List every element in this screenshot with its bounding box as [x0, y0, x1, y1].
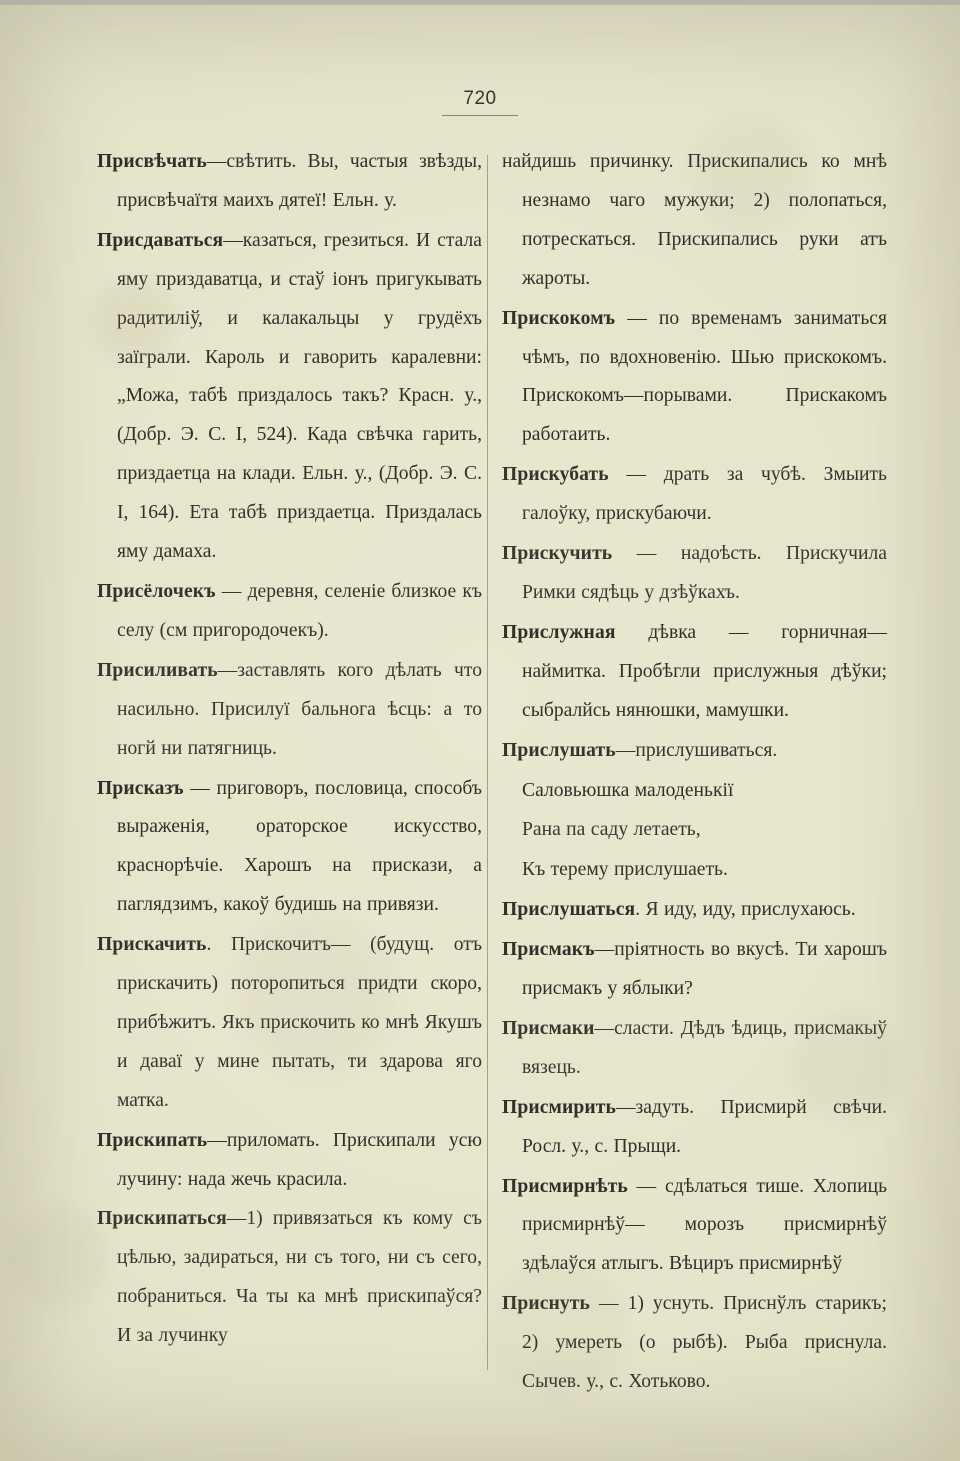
entry-headword: Присёлочекъ — [97, 580, 216, 602]
entry-definition: Саловьюшка малоденькії — [522, 779, 734, 801]
dictionary-entry — [97, 770, 482, 926]
entry-definition: — надоѣсть. Прискучила Римки сядѣць у дзѣўкахъ. — [522, 543, 887, 603]
dictionary-entry — [502, 1285, 887, 1402]
dictionary-entry — [502, 1168, 887, 1285]
entry-definition: . Прискочитъ— (будущ. отъ прискачить) поторопиться придти скоро, прибѣжитъ. Якъ прискочить ко мнѣ Якушъ и даваї у мине пытать, ти здарова яго матка. — [117, 934, 482, 1111]
entry-definition: дѣвка — горничная—наймитка. Пробѣгли прислужныя дѣўки; сыбралйсь нянюшки, мамушки. — [522, 621, 887, 721]
dictionary-entry — [502, 891, 887, 930]
dictionary-entry — [502, 732, 887, 771]
entry-definition: найдишь причинку. Прискипались ко мнѣ незнамо чаго мужуки; 2) полопаться, потрескаться. Прискипались руки атъ жароты. — [502, 151, 887, 289]
entry-definition: —приломать. Прискипали усю лучину: нада жечь красила. — [117, 1129, 482, 1190]
dictionary-entry — [502, 535, 887, 613]
entry-definition: —свѣтить. Вы, частыя звѣзды, присвѣчаїтя маихъ дятеї! Ельн. у. — [117, 151, 482, 211]
entry-headword: Прискубать — [502, 464, 609, 486]
dictionary-entry — [502, 772, 887, 811]
entry-headword: Присмаки — [502, 1017, 595, 1039]
dictionary-entry — [502, 811, 887, 850]
dictionary-entry — [97, 1200, 482, 1356]
entry-definition: Къ терему прислушаеть. — [522, 859, 728, 881]
entry-headword: Присмакъ — [502, 939, 595, 961]
entry-headword: Прискипать — [97, 1129, 208, 1151]
entry-headword: Прискокомъ — [502, 307, 616, 329]
entry-headword: Прислушаться — [502, 899, 636, 921]
dictionary-entry — [97, 652, 482, 769]
entry-headword: Прискипаться — [97, 1208, 227, 1230]
entry-headword: Прислужная — [502, 621, 616, 643]
entry-definition: — сдѣлаться тише. Хлопиць присмирнѣў— морозъ присмирнѣў здѣлаўся атлыгъ. Вѣциръ присмирнѣў — [522, 1175, 887, 1275]
entry-headword: Прислушать — [502, 739, 616, 761]
dictionary-entry — [97, 926, 482, 1121]
scan-edge-strip — [0, 0, 960, 5]
entry-headword: Присмирить — [502, 1096, 616, 1118]
right-column — [502, 143, 887, 1393]
left-column — [97, 143, 482, 1388]
entry-definition: —казаться, грезиться. И стала яму приздаватца, и стаў іонъ пригукывать радитиліў, и калакальцы у грудёхъ заїграли. Кароль и гаворить каралевни: „Можа, табѣ приздалось такъ? Красн. у., (Добр. Э. С. I, 524). Када свѣчка гарить, приздаетца на клади. Ельн. у., (Добр. Э. С. I, 164). Ета табѣ приздаетца. Приздалась яму дамаха. — [117, 229, 482, 563]
text-body — [97, 143, 887, 1393]
dictionary-entry — [97, 1122, 482, 1200]
entry-definition: — по временамъ заниматься чѣмъ, по вдохновенію. Шью прискокомъ. Прискокомъ—порывами. Прискакомъ работаить. — [522, 307, 887, 446]
entry-definition: —прислушиваться. — [615, 739, 778, 761]
entry-headword: Присдаваться — [97, 229, 224, 251]
dictionary-entry — [97, 222, 482, 572]
entry-definition: —задуть. Присмирй свѣчи. Росл. у., с. Прыщи. — [522, 1096, 887, 1157]
entry-headword: Прискачить — [97, 934, 207, 956]
dictionary-entry — [97, 143, 482, 221]
entry-definition: —пріятность во вкусѣ. Ти харошъ присмакъ у яблыки? — [522, 939, 887, 1000]
dictionary-entry — [97, 573, 482, 651]
dictionary-entry — [502, 1010, 887, 1088]
entry-definition: — 1) уснуть. Приснўлъ старикъ; 2) умереть (о рыбѣ). Рыба приснула. Сычев. у., с. Хотьково. — [522, 1293, 887, 1393]
entry-headword: Присвѣчать — [97, 151, 207, 172]
dictionary-entry — [502, 143, 887, 299]
dictionary-entry — [502, 1089, 887, 1167]
dictionary-entry — [502, 931, 887, 1009]
entry-headword: Приснуть — [502, 1293, 590, 1315]
folio — [0, 88, 960, 116]
column-divider-rule — [487, 155, 488, 1370]
entry-definition: — деревня, селеніе близкое къ селу (см пригородочекъ). — [117, 580, 482, 641]
entry-definition: —заставлять кого дѣлать что насильно. Присилуї бальнога ѣсць: а то ногй ни патягниць. — [117, 659, 482, 759]
page-number: 720 — [463, 88, 497, 109]
entry-definition: — приговоръ, пословица, способъ выраженія, ораторское искусство, краснорѣчіе. Харошъ на прискази, а паглядзимъ, какоў будишь на привязи. — [117, 777, 482, 916]
dictionary-entry — [502, 456, 887, 534]
entry-headword: Прискучить — [502, 543, 613, 565]
dictionary-entry — [502, 300, 887, 456]
dictionary-entry — [502, 851, 887, 890]
entry-definition: —сласти. Дѣдъ ѣдиць, присмакыў вязець. — [522, 1017, 887, 1078]
entry-definition: Рана па саду летаеть, — [522, 819, 701, 841]
entry-headword: Присмирнѣть — [502, 1175, 628, 1197]
entry-headword: Присказъ — [97, 777, 184, 799]
entry-definition: . Я иду, иду, прислухаюсь. — [635, 899, 856, 921]
entry-definition: —1) привязаться къ кому съ цѣлью, задираться, ни съ того, ни съ сего, побраниться. Ча ты ка мнѣ прискипаўся? И за лучинку — [117, 1208, 482, 1347]
entry-headword: Присиливать — [97, 659, 218, 681]
folio-rule — [442, 115, 518, 116]
entry-definition: — драть за чубѣ. Змыить галоўку, прискубаючи. — [522, 464, 887, 525]
dictionary-entry — [502, 614, 887, 731]
